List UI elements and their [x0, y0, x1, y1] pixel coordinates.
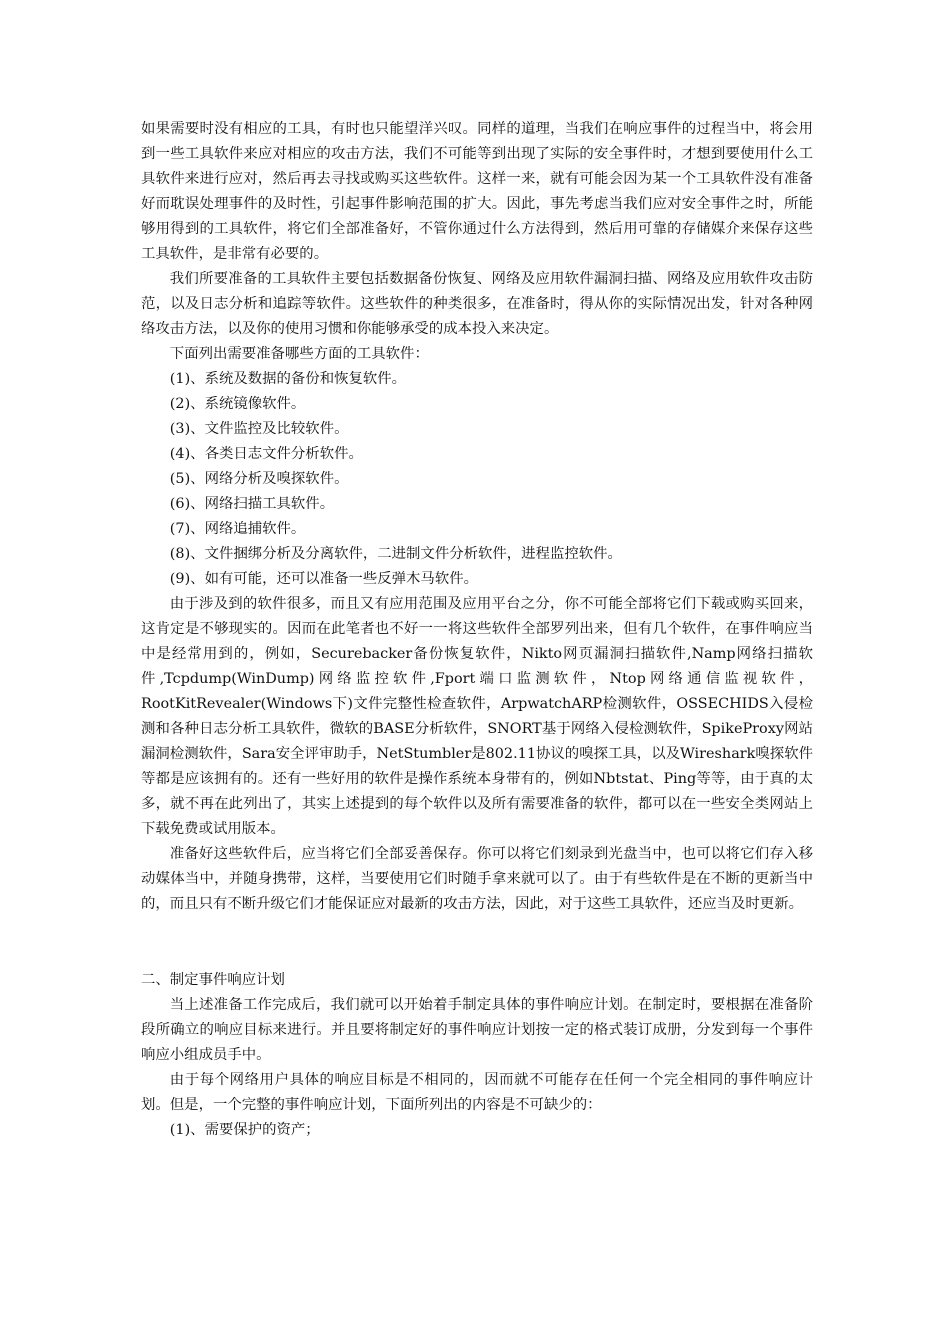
- paragraph-software-examples: 由于涉及到的软件很多，而且又有应用范围及应用平台之分，你不可能全部将它们下载或购买回来，这肯定是不够现实的。因而在此笔者也不好一一将这些软件全部罗列出来，但有几个软件，在事件响应当中是经常用到的，例如，Securebacker备份恢复软件，Nikto网页漏洞扫描软件,Namp网络扫描软件,Tcpdump(WinDump)网络监控软件,Fport端口监测软件，Ntop网络通信监视软件，RootKitRevealer(Windows下)文件完整性检查软件，ArpwatchARP检测软件，OSSECHIDS入侵检测和各种日志分析工具软件，微软的BASE分析软件，SNORT基于网络入侵检测软件，SpikeProxy网站漏洞检测软件，Sara安全评审助手，NetStumbler是802.11协议的嗅探工具，以及Wireshark嗅探软件等都是应该拥有的。还有一些好用的软件是操作系统本身带有的，例如Nbtstat、Ping等等，由于真的太多，就不再在此列出了，其实上述提到的每个软件以及所有需要准备的软件，都可以在一些安全类网站上下载免费或试用版本。: [141, 596, 813, 837]
- document-page: [141, 117, 813, 1143]
- list-item: (5)、网络分析及嗅探软件。: [169, 471, 349, 487]
- list-item: (9)、如有可能，还可以准备一些反弹木马软件。: [169, 571, 478, 587]
- paragraph-plan-intro: 当上述准备工作完成后，我们就可以开始着手制定具体的事件响应计划。在制定时，要根据在准备阶段所确立的响应目标来进行。并且要将制定好的事件响应计划按一定的格式装订成册，分发到每一个事件响应小组成员手中。: [141, 997, 813, 1063]
- paragraph-plan-contents: 由于每个网络用户具体的响应目标是不相同的，因而就不可能存在任何一个完全相同的事件响应计划。但是，一个完整的事件响应计划，下面所列出的内容是不可缺少的：: [141, 1072, 813, 1113]
- paragraph-software-storage: 准备好这些软件后，应当将它们全部妥善保存。你可以将它们刻录到光盘当中，也可以将它们存入移动媒体当中，并随身携带，这样，当要使用它们时随手拿来就可以了。由于有些软件是在不断的更新当中的，而且只有不断升级它们才能保证应对最新的攻击方法，因此，对于这些工具软件，还应当及时更新。: [141, 846, 813, 912]
- list-item: (7)、网络追捕软件。: [169, 521, 306, 537]
- paragraph-tool-preparation: 如果需要时没有相应的工具，有时也只能望洋兴叹。同样的道理，当我们在响应事件的过程当中，将会用到一些工具软件来应对相应的攻击方法，我们不可能等到出现了实际的安全事件时，才想到要使用什么工具软件来进行应对，然后再去寻找或购买这些软件。这样一来，就有可能会因为某一个工具软件没有准备好而耽误处理事件的及时性，引起事件影响范围的扩大。因此，事先考虑当我们应对安全事件之时，所能够用得到的工具软件，将它们全部准备好，不管你通过什么方法得到，然后用可靠的存储媒介来保存这些工具软件，是非常有必要的。: [141, 121, 813, 262]
- list-item: (3)、文件监控及比较软件。: [169, 421, 349, 437]
- list-item: (1)、需要保护的资产；: [169, 1122, 320, 1138]
- list-item: (8)、文件捆绑分析及分离软件，二进制文件分析软件，进程监控软件。: [169, 546, 622, 562]
- list-item: (2)、系统镜像软件。: [169, 396, 306, 412]
- list-item: (4)、各类日志文件分析软件。: [169, 446, 363, 462]
- paragraph-tool-categories: 我们所要准备的工具软件主要包括数据备份恢复、网络及应用软件漏洞扫描、网络及应用软件攻击防范，以及日志分析和追踪等软件。这些软件的种类很多，在准备时，得从你的实际情况出发，针对各种网络攻击方法，以及你的使用习惯和你能够承受的成本投入来决定。: [141, 271, 813, 337]
- list-item: (6)、网络扫描工具软件。: [169, 496, 335, 512]
- paragraph-list-intro: 下面列出需要准备哪些方面的工具软件：: [169, 346, 429, 362]
- list-item: (1)、系统及数据的备份和恢复软件。: [169, 371, 407, 387]
- section-heading: 二、制定事件响应计划: [141, 972, 285, 988]
